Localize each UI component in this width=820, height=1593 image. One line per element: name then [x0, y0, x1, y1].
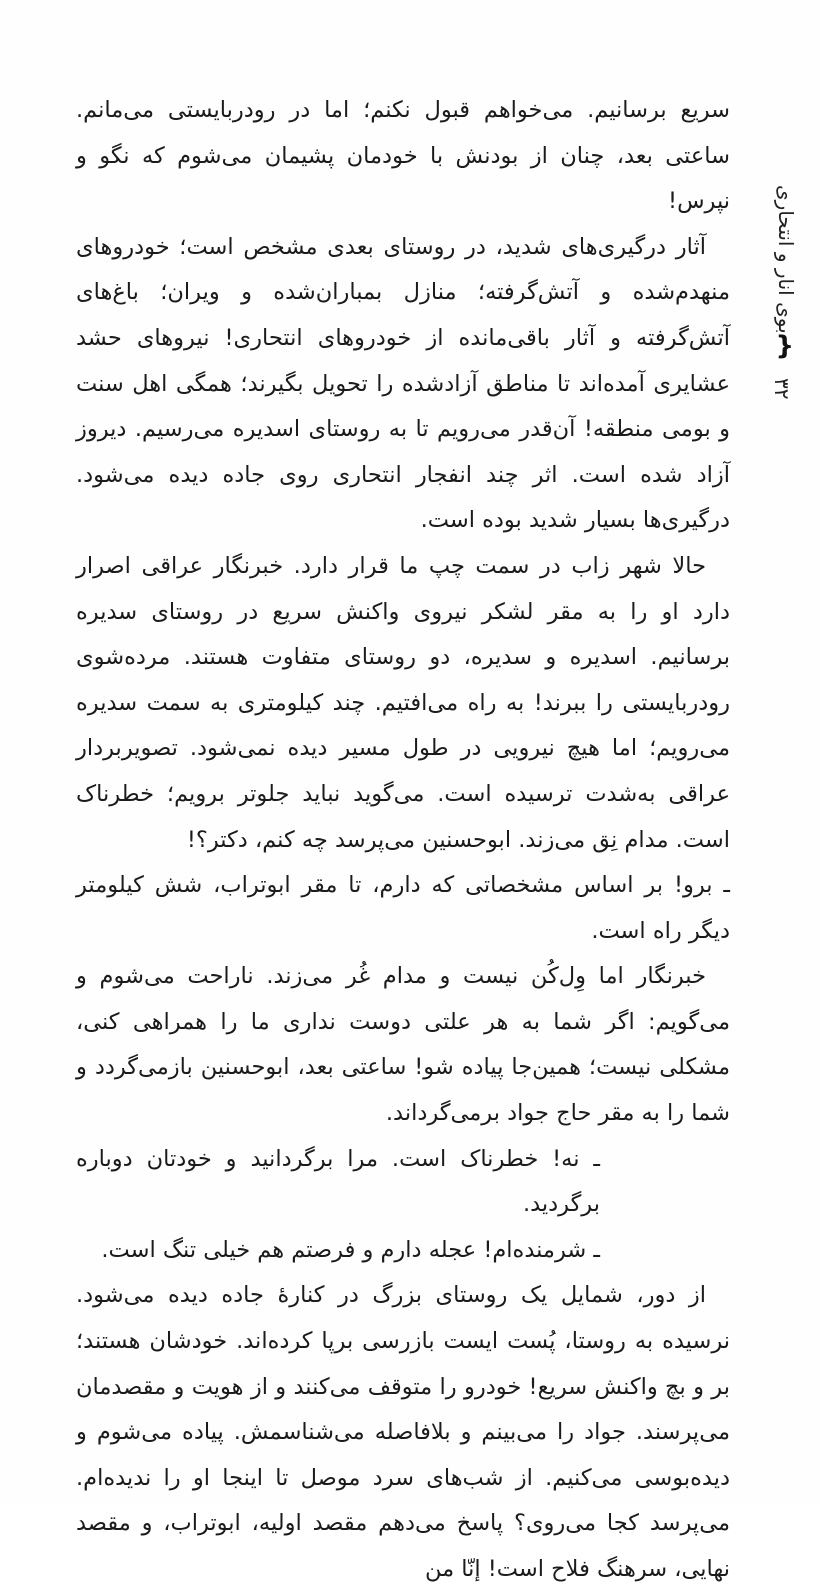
paragraph: خبرنگار اما وِل‌کُن نیست و مدام غُر می‌زند. ناراحت می‌شوم و می‌گویم: اگر شما به هر علتی دوست نداری ما را همراهی کنی، مشکلی نیست؛ همین‌جا پیاده شو! ساعتی بعد، ابوحسنین بازمی‌گردد و شما را به مقر حاج جواد برمی‌گرداند. — [76, 963, 730, 1127]
page-number: ۳۲ — [770, 378, 794, 400]
paragraph: آثار درگیری‌های شدید، در روستای بعدی مشخص است؛ خودروهای منهدم‌شده و آتش‌گرفته؛ منازل بمباران‌شده و ویران؛ باغ‌های آتش‌گرفته و آثار باقی‌مانده از خودروهای انتحاری! نیروهای حشد عشایری آمده‌اند تا مناطق آزادشده را تحویل بگیرند؛ همگی اهل سنت و بومی منطقه! آن‌قدر می‌رویم تا به روستای اسدیره می‌رسیم. دیروز آزاد شده است. اثر چند انفجار انتحاری روی جاده دیده می‌شود. درگیری‌ها بسیار شدید بوده است. — [76, 233, 730, 534]
paragraph: از دور، شمایل یک روستای بزرگ در کنارهٔ جاده دیده می‌شود. نرسیده به روستا، پُست ایست بازرسی برپا کرده‌اند. خودشان هستند؛ بر و بچ واکنش سریع! خودرو را متوقف می‌کنند و از هویت و مقصدمان می‌پرسند. جواد را می‌بینم و بلافاصله می‌شناسمش. پیاده می‌شوم و دیده‌بوسی می‌کنیم. از شب‌های سرد موصل تا اینجا او را ندیده‌ام. می‌پرسد کجا می‌روی؟ پاسخ می‌دهم مقصد اولیه، ابوتراب، و مقصد نهایی، سرهنگ فلاح است! إنّا من — [76, 1282, 730, 1582]
brace-separator-icon: } — [775, 331, 794, 361]
dialogue-line: ـ شرمنده‌ام! عجله دارم و فرصتم هم خیلی تنگ است. — [101, 1236, 600, 1263]
paragraph: سریع برسانیم. می‌خواهم قبول نکنم؛ اما در رودربایستی می‌مانم. ساعتی بعد، چنان از بودنش با خودمان پشیمان می‌شوم که نگو و نپرس! — [76, 97, 730, 215]
paragraph: حالا شهر زاب در سمت چپ ما قرار دارد. خبرنگار عراقی اصرار دارد او را به مقر لشکر نیروی واکنش سریع در روستای سدیره برسانیم. اسدیره و سدیره، دو روستای متفاوت هستند. مرده‌شوی رودربایستی را ببرند! به راه می‌افتیم. چند کیلومتری به سمت سدیره می‌رویم؛ اما هیچ نیرویی در طول مسیر دیده نمی‌شود. تصویربردار عراقی به‌شدت ترسیده است. می‌گوید نباید جلوتر برویم؛ خطرناک است. مدام نِق می‌زند. ابوحسنین می‌پرسد چه کنم، دکتر؟! — [76, 552, 730, 853]
dialogue-line: ـ نه! خطرناک است. مرا برگردانید و خودتان دوباره برگردید. — [76, 1145, 600, 1218]
body-text — [76, 88, 730, 1593]
book-title: بوی انار و انتحاری — [774, 185, 798, 334]
dialogue-line: ـ برو! بر اساس مشخصاتی که دارم، تا مقر ابوتراب، شش کیلومتر دیگر راه است. — [76, 872, 730, 944]
